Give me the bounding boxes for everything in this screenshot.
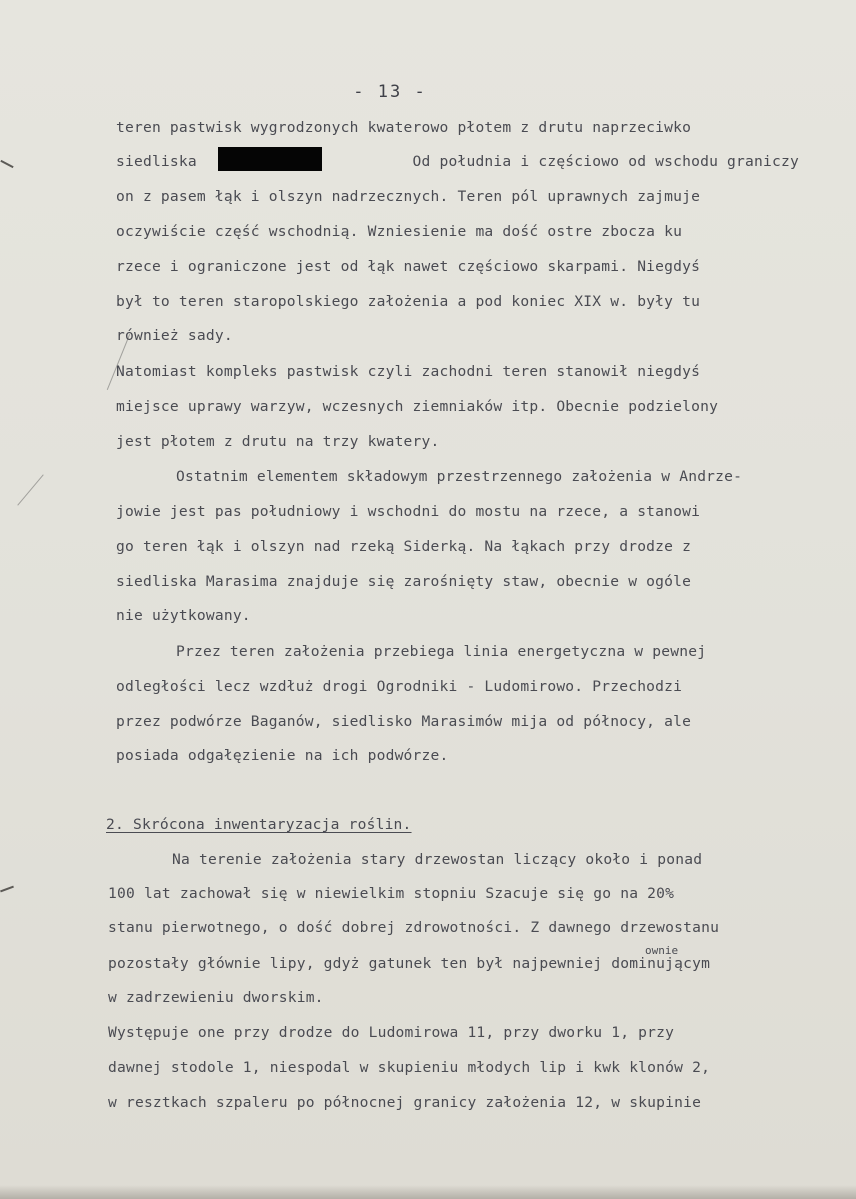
text-line: w zadrzewieniu dworskim.	[108, 989, 324, 1006]
text-line: Przez teren założenia przebiega linia energetyczna w pewnej	[176, 643, 707, 660]
margin-mark	[0, 886, 14, 893]
text-line: 100 lat zachował się w niewielkim stopniu Szacuje się go na 20%	[108, 885, 675, 902]
text-line: oczywiście część wschodnią. Wzniesienie ma dość ostre zbocza ku	[116, 223, 683, 240]
text-line: był to teren staropolskiego założenia a pod koniec XIX w. były tu	[116, 293, 701, 310]
text-line: siedliska Marasima znajduje się zarośnięty staw, obecnie w ogóle	[116, 573, 692, 590]
page-edge-shadow	[0, 1185, 856, 1199]
text-line: jest płotem z drutu na trzy kwatery.	[116, 433, 440, 450]
text-line: w resztkach szpaleru po północnej granicy założenia 12, w skupinie	[108, 1094, 702, 1111]
text-line: on z pasem łąk i olszyn nadrzecznych. Teren pól uprawnych zajmuje	[116, 188, 701, 205]
text-line: jowie jest pas południowy i wschodni do mostu na rzece, a stanowi	[116, 503, 701, 520]
text-line: go teren łąk i olszyn nad rzeką Siderką. Na łąkach przy drodze z	[116, 538, 692, 555]
margin-stroke	[17, 474, 43, 505]
page-number: - 13 -	[353, 82, 427, 102]
margin-mark	[0, 160, 13, 168]
text-line: rzece i ograniczone jest od łąk nawet częściowo skarpami. Niegdyś	[116, 258, 701, 275]
section-heading: 2. Skrócona inwentaryzacja roślin.	[106, 816, 412, 833]
text-line: nie użytkowany.	[116, 607, 251, 624]
text-line: Występuje one przy drodze do Ludomirowa 11, przy dworku 1, przy	[108, 1024, 675, 1041]
superscript-note: ownie	[645, 944, 679, 957]
text-line: miejsce uprawy warzyw, wczesnych ziemniaków itp. Obecnie podzielony	[116, 398, 719, 415]
text-line: teren pastwisk wygrodzonych kwaterowo płotem z drutu naprzeciwko	[116, 119, 692, 136]
text-line: odległości lecz wzdłuż drogi Ogrodniki - Ludomirowo. Przechodzi	[116, 678, 683, 695]
text-line: siedliska Od południa i częściowo od wschodu graniczy	[116, 153, 799, 170]
text-line: pozostały głównie lipy, gdyż gatunek ten był najpewniej dominującym	[108, 955, 711, 972]
text-line: Natomiast kompleks pastwisk czyli zachodni teren stanowił niegdyś	[116, 363, 701, 380]
text-line: również sady.	[116, 327, 233, 344]
text-line: przez podwórze Baganów, siedlisko Marasimów mija od północy, ale	[116, 713, 692, 730]
text-line: dawnej stodole 1, niespodal w skupieniu młodych lip i kwk klonów 2,	[108, 1059, 711, 1076]
text-line: Na terenie założenia stary drzewostan liczący około i ponad	[172, 851, 703, 868]
text-line: stanu pierwotnego, o dość dobrej zdrowotności. Z dawnego drzewostanu	[108, 919, 720, 936]
text-line: Ostatnim elementem składowym przestrzennego założenia w Andrze-	[176, 468, 743, 485]
text-line: posiada odgałęzienie na ich podwórze.	[116, 747, 449, 764]
